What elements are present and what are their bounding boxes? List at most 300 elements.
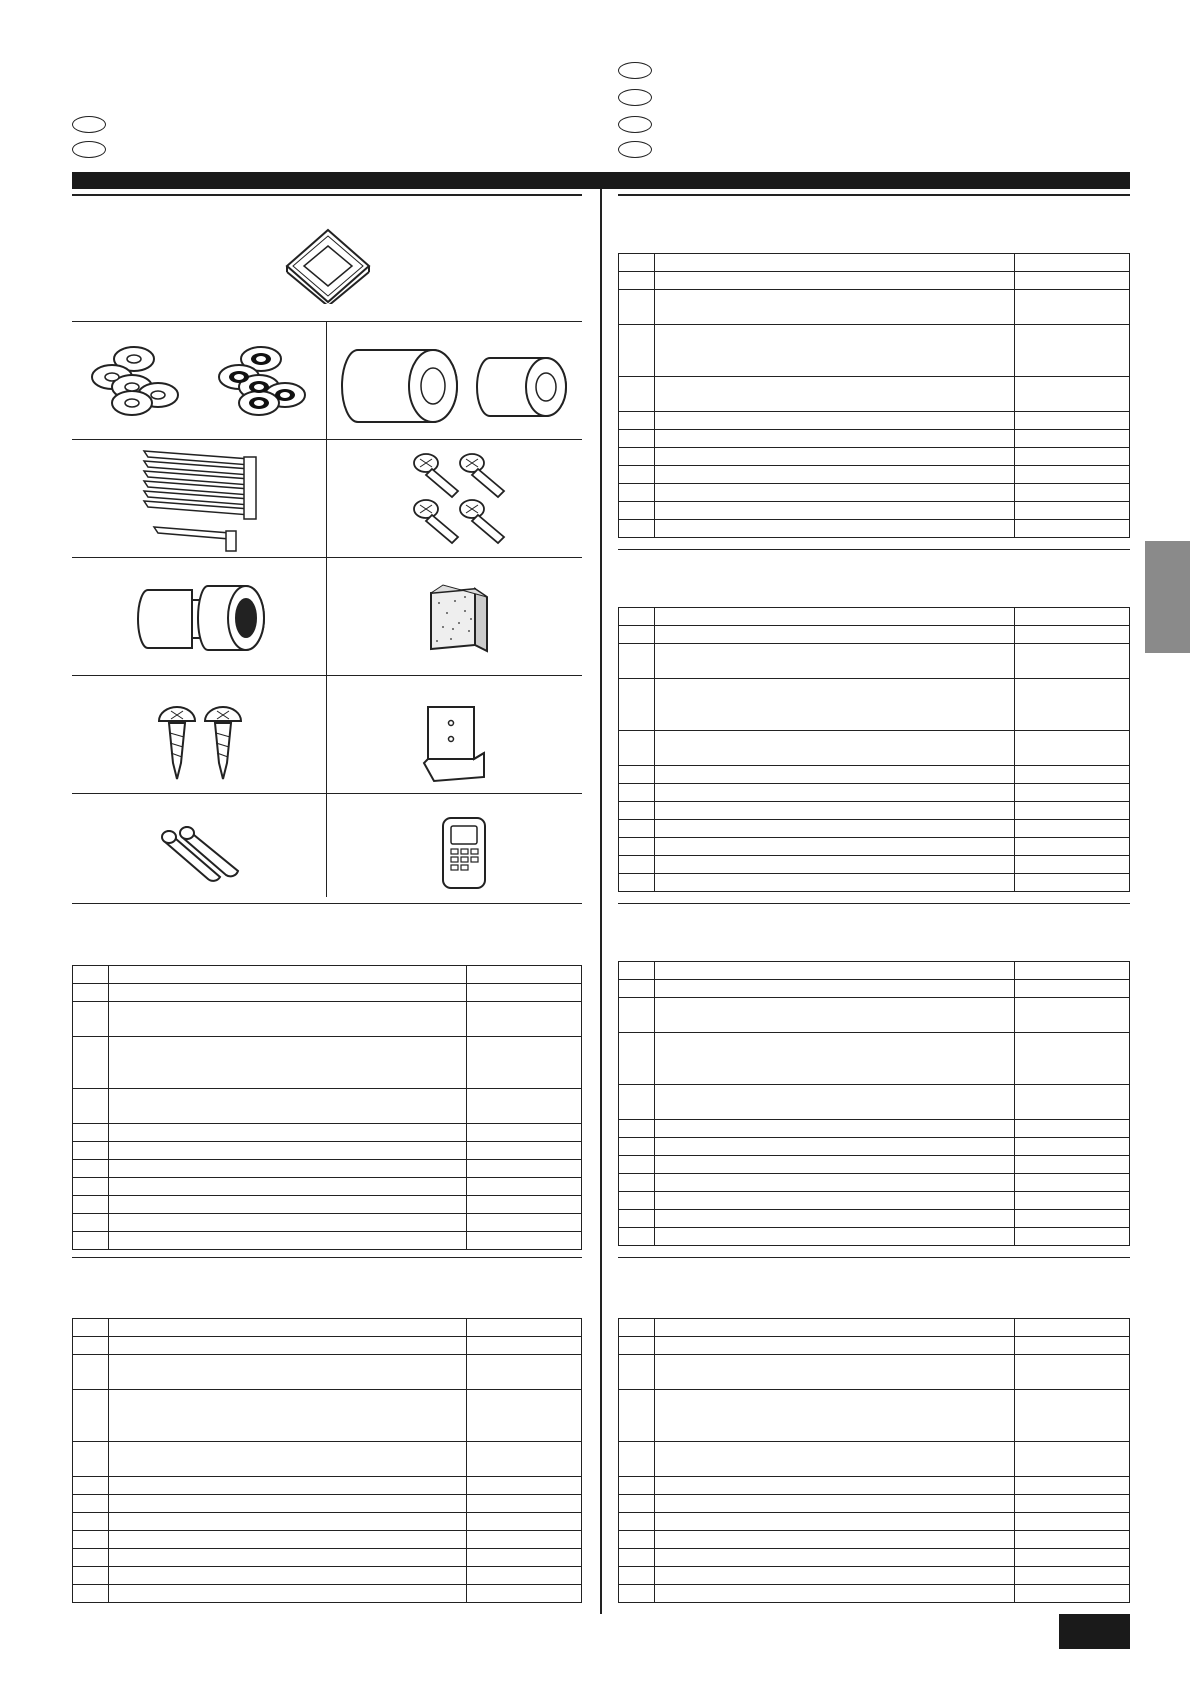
table-cell	[1015, 1549, 1130, 1567]
table-cell	[619, 820, 655, 838]
table-cell	[619, 1567, 655, 1585]
table-cell	[1015, 1531, 1130, 1549]
table-cell	[73, 1355, 109, 1390]
table-cell	[109, 1196, 467, 1214]
table-cell	[73, 1549, 109, 1567]
table-cell	[655, 430, 1015, 448]
table-cell	[619, 520, 655, 538]
table-cell	[1015, 1390, 1130, 1442]
spec-table	[618, 607, 1130, 892]
table-cell	[1015, 820, 1130, 838]
table-cell	[1015, 784, 1130, 802]
table-row	[619, 874, 1130, 892]
table-cell	[1015, 980, 1130, 998]
table-cell	[655, 1210, 1015, 1228]
table-cell	[73, 1037, 109, 1089]
table-cell	[655, 377, 1015, 412]
table-cell	[467, 1196, 582, 1214]
table-cell	[655, 820, 1015, 838]
language-badge	[618, 89, 652, 106]
section-rule	[618, 1257, 1130, 1258]
table-cell	[109, 1037, 467, 1089]
table-cell	[73, 1089, 109, 1124]
table-cell	[1015, 1120, 1130, 1138]
table-cell	[619, 731, 655, 766]
table-cell	[109, 1124, 467, 1142]
table-cell	[619, 856, 655, 874]
table-cell	[655, 1477, 1015, 1495]
table-cell	[619, 1355, 655, 1390]
table-cell	[655, 1138, 1015, 1156]
table-cell	[655, 766, 1015, 784]
table-row	[73, 1124, 582, 1142]
grid-line	[72, 321, 582, 322]
table-row	[619, 272, 1130, 290]
table-cell	[109, 1214, 467, 1232]
table-row	[619, 290, 1130, 325]
table-cell	[467, 1337, 582, 1355]
grid-line	[72, 675, 582, 676]
table-cell	[655, 856, 1015, 874]
table-cell	[619, 838, 655, 856]
table-cell	[73, 1196, 109, 1214]
table-cell	[655, 412, 1015, 430]
table-cell	[467, 1160, 582, 1178]
table-row	[619, 731, 1130, 766]
table-cell	[655, 1567, 1015, 1585]
table-cell	[1015, 466, 1130, 484]
table-row	[619, 784, 1130, 802]
table-row	[73, 1390, 582, 1442]
language-badge	[72, 141, 106, 158]
table-row	[619, 1210, 1130, 1228]
language-badge	[618, 141, 652, 158]
drain-socket-icon	[134, 578, 269, 658]
table-cell	[619, 1174, 655, 1192]
table-cell	[655, 998, 1015, 1033]
side-tab	[1145, 541, 1190, 653]
table-cell	[619, 1513, 655, 1531]
table-row	[73, 1319, 582, 1337]
table-cell	[619, 1531, 655, 1549]
table-cell	[655, 484, 1015, 502]
table-cell	[467, 1178, 582, 1196]
table-cell	[655, 1495, 1015, 1513]
table-row	[619, 838, 1130, 856]
table-cell	[1015, 502, 1130, 520]
table-cell	[467, 984, 582, 1002]
table-cell	[1015, 484, 1130, 502]
table-cell	[109, 1319, 467, 1337]
table-row	[619, 1174, 1130, 1192]
table-cell	[109, 1495, 467, 1513]
table-cell	[619, 377, 655, 412]
table-cell	[619, 644, 655, 679]
table-cell	[109, 984, 467, 1002]
table-cell	[73, 1142, 109, 1160]
tapping-screws-icon	[155, 703, 245, 783]
table-cell	[1015, 1138, 1130, 1156]
table-cell	[619, 1495, 655, 1513]
table-row	[619, 1337, 1130, 1355]
page-number	[1059, 1614, 1130, 1649]
table-row	[619, 1355, 1130, 1390]
table-cell	[619, 325, 655, 377]
table-cell	[655, 1174, 1015, 1192]
table-cell	[619, 1442, 655, 1477]
table-cell	[1015, 325, 1130, 377]
table-row	[619, 448, 1130, 466]
table-cell	[655, 325, 1015, 377]
table-cell	[73, 1495, 109, 1513]
table-cell	[655, 290, 1015, 325]
table-cell	[619, 1156, 655, 1174]
table-cell	[1015, 1085, 1130, 1120]
table-row	[73, 1513, 582, 1531]
table-cell	[1015, 1477, 1130, 1495]
table-cell	[1015, 290, 1130, 325]
table-cell	[619, 679, 655, 731]
table-cell	[1015, 1210, 1130, 1228]
table-cell	[467, 1124, 582, 1142]
table-cell	[109, 1477, 467, 1495]
table-cell	[655, 448, 1015, 466]
table-cell	[73, 1442, 109, 1477]
table-cell	[655, 1513, 1015, 1531]
table-cell	[655, 644, 1015, 679]
table-cell	[1015, 962, 1130, 980]
grid-line	[326, 321, 327, 897]
table-cell	[1015, 254, 1130, 272]
table-row	[73, 1037, 582, 1089]
table-cell	[655, 1442, 1015, 1477]
table-cell	[1015, 1033, 1130, 1085]
table-cell	[655, 679, 1015, 731]
table-cell	[655, 1390, 1015, 1442]
table-cell	[655, 272, 1015, 290]
table-cell	[1015, 377, 1130, 412]
table-cell	[109, 1585, 467, 1603]
table-row	[73, 966, 582, 984]
table-row	[619, 608, 1130, 626]
spec-table	[72, 1318, 582, 1603]
table-cell	[655, 1585, 1015, 1603]
table-cell	[73, 1337, 109, 1355]
table-row	[619, 412, 1130, 430]
table-cell	[73, 1160, 109, 1178]
table-cell	[467, 1390, 582, 1442]
table-row	[73, 1232, 582, 1250]
table-cell	[467, 1142, 582, 1160]
table-cell	[655, 838, 1015, 856]
table-cell	[619, 1210, 655, 1228]
table-row	[73, 1160, 582, 1178]
table-cell	[73, 1002, 109, 1037]
table-cell	[109, 966, 467, 984]
table-cell	[619, 626, 655, 644]
table-cell	[109, 1232, 467, 1250]
table-row	[619, 254, 1130, 272]
table-cell	[655, 608, 1015, 626]
table-cell	[1015, 1319, 1130, 1337]
table-cell	[1015, 1192, 1130, 1210]
table-cell	[619, 466, 655, 484]
table-cell	[109, 1513, 467, 1531]
table-cell	[619, 272, 655, 290]
table-cell	[467, 1585, 582, 1603]
table-cell	[1015, 766, 1130, 784]
section-rule	[72, 1257, 582, 1258]
table-cell	[109, 1089, 467, 1124]
table-cell	[109, 1178, 467, 1196]
table-row	[619, 430, 1130, 448]
table-cell	[1015, 448, 1130, 466]
table-cell	[1015, 1174, 1130, 1192]
remote-holder-icon	[418, 703, 494, 783]
table-cell	[73, 1567, 109, 1585]
table-cell	[467, 1531, 582, 1549]
table-cell	[619, 254, 655, 272]
language-badge	[618, 116, 652, 133]
table-cell	[467, 1089, 582, 1124]
grid-line	[72, 557, 582, 558]
table-cell	[655, 1228, 1015, 1246]
table-cell	[467, 1002, 582, 1037]
cable-ties-icon	[140, 447, 265, 557]
table-row	[619, 1085, 1130, 1120]
table-cell	[619, 1390, 655, 1442]
table-cell	[109, 1531, 467, 1549]
table-cell	[655, 1085, 1015, 1120]
table-cell	[1015, 874, 1130, 892]
table-cell	[73, 1178, 109, 1196]
column-divider	[600, 189, 602, 1614]
table-cell	[467, 1549, 582, 1567]
table-row	[73, 984, 582, 1002]
table-row	[619, 1442, 1130, 1477]
table-cell	[655, 466, 1015, 484]
sponge-filler-icon	[425, 583, 495, 655]
spec-table	[618, 1318, 1130, 1603]
table-cell	[109, 1442, 467, 1477]
table-cell	[619, 1085, 655, 1120]
table-cell	[1015, 1228, 1130, 1246]
table-row	[619, 1390, 1130, 1442]
table-cell	[109, 1002, 467, 1037]
table-cell	[619, 1585, 655, 1603]
table-cell	[467, 1232, 582, 1250]
table-cell	[73, 984, 109, 1002]
spec-table	[618, 961, 1130, 1246]
table-cell	[655, 502, 1015, 520]
table-cell	[1015, 1355, 1130, 1390]
table-cell	[1015, 430, 1130, 448]
table-cell	[619, 980, 655, 998]
table-row	[73, 1355, 582, 1390]
spec-table	[72, 965, 582, 1250]
table-cell	[1015, 520, 1130, 538]
table-cell	[467, 1319, 582, 1337]
screws-icon	[408, 447, 508, 557]
table-cell	[655, 874, 1015, 892]
table-row	[73, 1214, 582, 1232]
table-row	[619, 520, 1130, 538]
table-cell	[655, 254, 1015, 272]
table-row	[619, 484, 1130, 502]
table-cell	[1015, 679, 1130, 731]
table-cell	[109, 1390, 467, 1442]
table-cell	[619, 608, 655, 626]
table-cell	[109, 1337, 467, 1355]
table-cell	[655, 731, 1015, 766]
table-cell	[1015, 998, 1130, 1033]
table-cell	[1015, 1513, 1130, 1531]
header-bar	[72, 172, 1130, 189]
grid-line	[72, 793, 582, 794]
table-cell	[1015, 1495, 1130, 1513]
table-cell	[467, 1442, 582, 1477]
table-row	[619, 1156, 1130, 1174]
table-cell	[655, 1531, 1015, 1549]
table-cell	[73, 1477, 109, 1495]
table-row	[619, 1513, 1130, 1531]
batteries-icon	[158, 825, 243, 885]
table-cell	[655, 1192, 1015, 1210]
table-row	[73, 1531, 582, 1549]
table-cell	[619, 290, 655, 325]
table-cell	[73, 966, 109, 984]
table-cell	[619, 1192, 655, 1210]
table-cell	[1015, 626, 1130, 644]
table-cell	[619, 784, 655, 802]
table-cell	[619, 766, 655, 784]
table-cell	[73, 1214, 109, 1232]
table-cell	[109, 1567, 467, 1585]
table-cell	[655, 784, 1015, 802]
pipe-insulation-small-icon	[474, 352, 574, 422]
table-cell	[655, 1337, 1015, 1355]
table-cell	[1015, 838, 1130, 856]
pipe-insulation-large-icon	[338, 342, 463, 426]
table-cell	[619, 412, 655, 430]
grid-line	[72, 439, 582, 440]
table-row	[73, 1196, 582, 1214]
table-cell	[619, 1337, 655, 1355]
table-row	[73, 1567, 582, 1585]
table-row	[73, 1495, 582, 1513]
table-row	[619, 820, 1130, 838]
table-row	[619, 1033, 1130, 1085]
table-cell	[467, 966, 582, 984]
table-cell	[619, 1477, 655, 1495]
table-cell	[619, 998, 655, 1033]
table-cell	[467, 1477, 582, 1495]
table-cell	[1015, 802, 1130, 820]
table-row	[619, 1549, 1130, 1567]
table-cell	[73, 1390, 109, 1442]
spec-table	[618, 253, 1130, 538]
table-cell	[655, 626, 1015, 644]
table-cell	[655, 962, 1015, 980]
table-cell	[1015, 1567, 1130, 1585]
section-rule	[618, 903, 1130, 904]
table-cell	[619, 1120, 655, 1138]
table-cell	[73, 1585, 109, 1603]
table-cell	[655, 1549, 1015, 1567]
table-cell	[655, 1120, 1015, 1138]
table-cell	[655, 802, 1015, 820]
table-row	[619, 502, 1130, 520]
table-cell	[73, 1232, 109, 1250]
language-badge	[618, 62, 652, 79]
table-row	[73, 1477, 582, 1495]
grid-line	[72, 903, 582, 904]
section-rule	[72, 194, 582, 196]
table-cell	[109, 1142, 467, 1160]
table-row	[619, 980, 1130, 998]
table-cell	[1015, 1156, 1130, 1174]
washers-icon	[88, 345, 183, 423]
table-cell	[467, 1513, 582, 1531]
language-badge	[72, 116, 106, 133]
table-cell	[655, 1319, 1015, 1337]
table-cell	[619, 1549, 655, 1567]
table-row	[619, 1120, 1130, 1138]
table-cell	[619, 484, 655, 502]
table-cell	[1015, 856, 1130, 874]
table-row	[619, 1585, 1130, 1603]
table-row	[73, 1089, 582, 1124]
table-cell	[1015, 412, 1130, 430]
table-cell	[619, 1033, 655, 1085]
table-row	[619, 962, 1130, 980]
table-cell	[73, 1513, 109, 1531]
table-row	[619, 802, 1130, 820]
table-row	[619, 466, 1130, 484]
washers-with-insulation-icon	[215, 345, 310, 423]
table-cell	[619, 1319, 655, 1337]
table-cell	[109, 1160, 467, 1178]
table-row	[619, 1138, 1130, 1156]
table-row	[619, 998, 1130, 1033]
table-cell	[619, 802, 655, 820]
table-row	[619, 1495, 1130, 1513]
table-cell	[73, 1531, 109, 1549]
table-cell	[1015, 1442, 1130, 1477]
table-row	[73, 1142, 582, 1160]
table-cell	[109, 1355, 467, 1390]
table-row	[619, 1192, 1130, 1210]
table-cell	[467, 1495, 582, 1513]
table-row	[73, 1337, 582, 1355]
table-cell	[655, 1033, 1015, 1085]
table-cell	[1015, 731, 1130, 766]
table-cell	[467, 1567, 582, 1585]
table-cell	[467, 1214, 582, 1232]
remote-controller-icon	[439, 816, 491, 892]
table-row	[619, 679, 1130, 731]
table-row	[73, 1585, 582, 1603]
table-cell	[73, 1124, 109, 1142]
table-row	[619, 325, 1130, 377]
table-row	[619, 377, 1130, 412]
table-cell	[619, 448, 655, 466]
table-row	[619, 856, 1130, 874]
table-row	[73, 1002, 582, 1037]
table-cell	[655, 1355, 1015, 1390]
table-row	[619, 1319, 1130, 1337]
table-cell	[467, 1355, 582, 1390]
